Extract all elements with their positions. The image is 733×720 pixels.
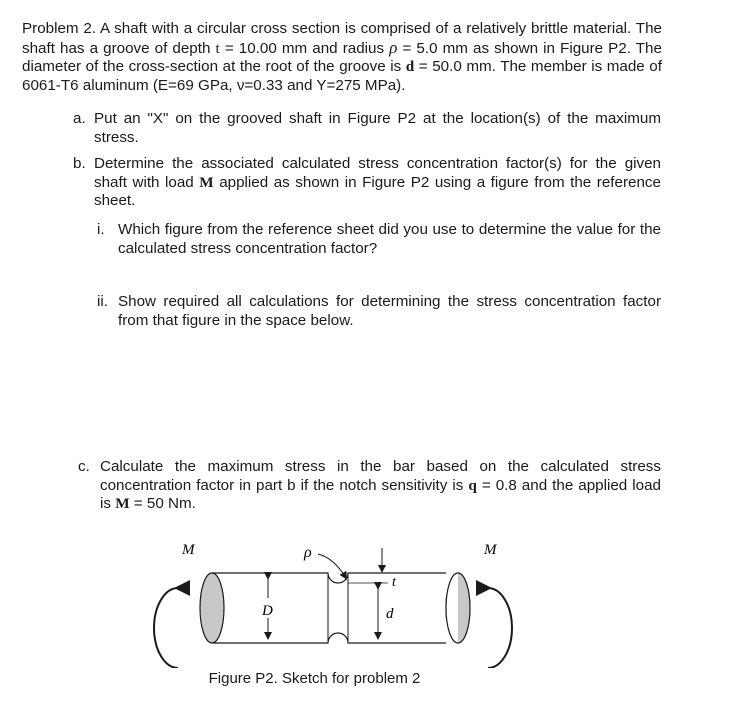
part-c-text-2: = 0.8 and the applied load is — [100, 476, 661, 513]
part-b-ii-marker: ii. — [97, 293, 108, 310]
part-c-M-symbol: M — [115, 495, 130, 513]
rho-leader — [318, 554, 346, 578]
rho-symbol: ρ — [389, 37, 398, 57]
t-symbol: t — [215, 39, 220, 57]
part-b — [73, 155, 661, 211]
part-a-text: Put an "X" on the grooved shaft in Figure P2 at the location(s) of the maximum stress. — [94, 110, 661, 146]
label-M-right: M — [484, 542, 497, 558]
part-c-text-1: Calculate the maximum stress in the bar based on the calculated stress concentration factor in part b if the notch sensitivity is — [100, 458, 661, 494]
d-symbol: d — [405, 58, 415, 76]
part-b-text-2: applied as shown in Figure P2 using a figure from the reference sheet. — [94, 173, 661, 210]
part-b-i-text: Which figure from the reference sheet did you use to determine the value for the calculated stress concentration factor? — [118, 221, 661, 257]
part-c-marker: c. — [78, 458, 90, 475]
part-b-marker: b. — [73, 155, 86, 172]
part-a-marker: a. — [73, 110, 86, 127]
part-b-text-1: Determine the associated calculated stress concentration factor(s) for the given shaft with load — [94, 155, 661, 191]
problem-intro-4: = 50.0 mm. The member is made of 6061-T6 aluminum (E=69 GPa, ν=0.33 and Y=275 MPa). — [22, 58, 662, 94]
problem-intro-1: A shaft with a circular cross section is comprised of a relatively brittle material. The shaft has a groove of depth — [22, 20, 662, 57]
shaft-bottom-edge — [212, 633, 458, 643]
problem-statement — [22, 20, 662, 95]
part-c-text — [100, 458, 661, 514]
part-b-text — [94, 155, 661, 211]
part-c-text-3: = 50 Nm. — [133, 495, 196, 513]
part-a — [73, 110, 661, 147]
shaft-top-edge — [212, 573, 458, 583]
part-b-M-symbol: M — [199, 173, 214, 191]
figure-caption: Figure P2. Sketch for problem 2 — [208, 670, 421, 687]
moment-arrow-left — [154, 588, 178, 668]
part-b-i-marker: i. — [97, 221, 105, 238]
part-b-ii — [97, 293, 661, 330]
label-rho: ρ — [304, 544, 312, 561]
moment-arrow-right — [488, 588, 512, 668]
label-M-left: M — [182, 542, 195, 558]
part-c — [78, 458, 661, 514]
problem-intro-2: = 10.00 mm and radius — [224, 39, 385, 57]
part-c-q-symbol: q — [468, 476, 477, 494]
label-D: D — [262, 603, 273, 619]
label-d: d — [386, 606, 394, 622]
problem-heading: Problem 2. — [22, 20, 97, 37]
label-t: t — [392, 575, 396, 590]
part-b-ii-text: Show required all calculations for determining the stress concentration factor from that figure in the space below. — [118, 293, 661, 329]
part-b-i — [97, 221, 661, 258]
shaft-left-end — [200, 573, 224, 643]
problem-intro-3: = 5.0 mm as shown in Figure P2. The diameter of the cross-section at the root of the groove is — [22, 39, 662, 76]
grooved-shaft-figure — [146, 536, 546, 668]
